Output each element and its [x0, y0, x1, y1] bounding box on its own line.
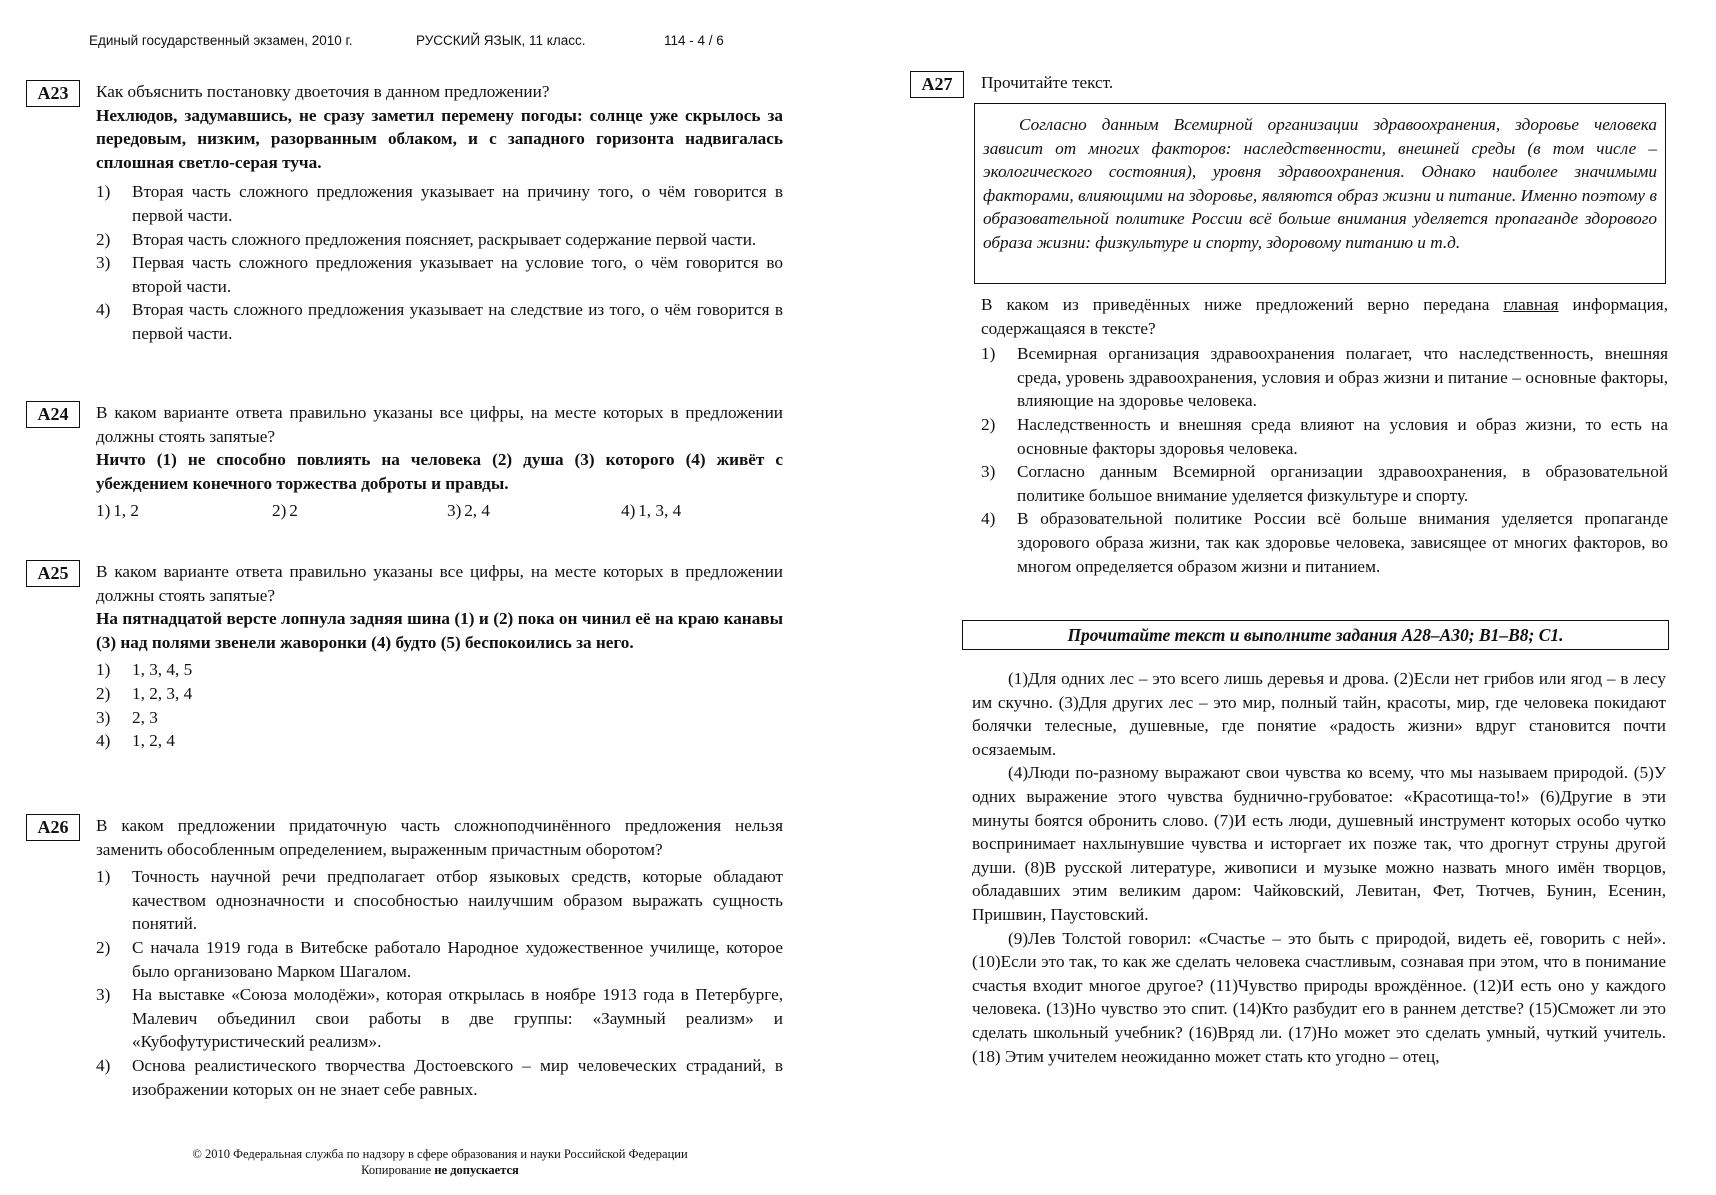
option-item[interactable] — [96, 499, 139, 523]
exam-title: Единый государственный экзамен, 2010 г. — [89, 33, 353, 48]
option-number: 1) — [96, 660, 111, 680]
option-text: 2, 4 — [464, 501, 490, 521]
option-text: 1, 2, 4 — [132, 731, 175, 751]
copy-notice-bold: не допускается — [434, 1163, 519, 1177]
copy-notice — [140, 1162, 740, 1178]
a23-question: Как объяснить постановку двоеточия в данном предложении? — [96, 82, 550, 101]
option-item[interactable] — [96, 706, 783, 730]
option-text: 1, 2, 3, 4 — [132, 683, 193, 703]
task-a23 — [96, 80, 783, 346]
option-number: 4) — [96, 300, 111, 320]
task-label-a23: А23 — [26, 80, 80, 107]
option-number: 2) — [96, 683, 111, 703]
option-text: Наследственность и внешняя среда влияют на условия и образ жизни, то есть на основные факторы здоровья человека. — [1017, 414, 1668, 458]
option-item[interactable] — [981, 342, 1668, 413]
option-number: 4) — [96, 1055, 111, 1075]
a24-question: В каком варианте ответа правильно указаны все цифры, на месте которых в предложении должны стоять запятые? — [96, 403, 783, 446]
option-text: Вторая часть сложного предложения указывает на причину того, о чём говорится в первой части. — [132, 182, 783, 225]
option-text: Всемирная организация здравоохранения полагает, что наследственность, внешняя среда, уровень здравоохранения, условия и образ жизни и питание – основные факторы, влияющие на здоровье человека. — [1017, 344, 1668, 411]
a23-sentence: Нехлюдов, задумавшись, не сразу заметил перемену погоды: солнце уже скрылось за передовым, низким, разорванным облаком, и с западного горизонта надвигалась сплошная светло-серая туча. — [96, 105, 783, 172]
a27-question-part: информация, содержащаяся в тексте? — [981, 295, 1668, 338]
subject-title: РУССКИЙ ЯЗЫК, 11 класс. — [416, 33, 586, 48]
option-text: 2, 3 — [132, 707, 158, 727]
option-item[interactable] — [96, 729, 783, 753]
reading-paragraph: (4)Люди по-разному выражают свои чувства ко всему, что мы называем природой. (5)У одних выражение этого чувства буднично-грубоватое: «Красотища-то!» (6)Другие в эти минуты боятся обронить слово. (7)И есть люди, душевный инструмент которых особо чутко воспринимает нахлынувшие чувства и исторгает их позже так, что дрогнут струны другой души. (8)В русской литературе, живописи и музыке можно назвать много имён творцов, обладавших этим великим даром: Чайковский, Левитан, Фет, Тютчев, Бунин, Есенин, Пришвин, Паустовский. — [972, 763, 1666, 924]
task-label-a27: А27 — [910, 71, 964, 98]
option-number: 3) — [96, 707, 111, 727]
option-item[interactable] — [96, 180, 783, 227]
option-text: Вторая часть сложного предложения поясняет, раскрывает содержание первой части. — [132, 229, 757, 249]
a24-sentence: Ничто (1) не способно повлиять на человека (2) душа (3) которого (4) живёт с убеждением конечного торжества доброты и правды. — [96, 450, 783, 493]
option-item[interactable] — [981, 413, 1668, 460]
reading-text — [972, 667, 1666, 1068]
a27-passage-box — [974, 103, 1666, 284]
option-text: Первая часть сложного предложения указывает на условие того, о чём говорится во второй части. — [132, 253, 783, 296]
page-footer — [140, 1146, 740, 1178]
option-text: Точность научной речи предполагает отбор языковых средств, которые обладают качеством однозначности и способностью наилучшим образом выражать сущность понятий. — [132, 867, 783, 934]
a27-question-underlined: главная — [1503, 295, 1559, 314]
a25-sentence: На пятнадцатой версте лопнула задняя шина (1) и (2) пока он чинил её на краю канавы (3) над полями звенели жаворонки (4) будто (5) беспокоились за него. — [96, 609, 783, 652]
a27-question — [981, 293, 1668, 340]
option-item[interactable] — [96, 682, 783, 706]
option-text: В образовательной политике России всё больше внимания уделяется пропаганде здорового образа жизни, так как здоровье человека, зависящее от многих факторов, во многом определяется образом жизни и питанием. — [1017, 509, 1668, 576]
option-text: 1, 3, 4, 5 — [132, 660, 193, 680]
option-item[interactable] — [96, 251, 783, 298]
a23-options — [96, 180, 783, 345]
section-banner: Прочитайте текст и выполните задания А28–А30; В1–В8; С1. — [962, 620, 1669, 650]
option-number: 4) — [621, 501, 636, 521]
option-item[interactable] — [621, 499, 682, 523]
option-number: 4) — [981, 509, 996, 529]
task-a27 — [981, 293, 1668, 578]
option-text: Согласно данным Всемирной организации здравоохранения, в образовательной политике большое внимание уделяется физкультуре и спорту. — [1017, 462, 1668, 505]
option-text: Основа реалистического творчества Достоевского – мир человеческих страданий, в изображении которых он не знает себе равных. — [132, 1055, 783, 1099]
option-text: Вторая часть сложного предложения указывает на следствие из того, о чём говорится в первой части. — [132, 300, 783, 343]
option-item[interactable] — [447, 499, 490, 523]
option-item[interactable] — [96, 936, 783, 983]
copy-notice-prefix: Копирование — [361, 1163, 435, 1177]
option-number: 3) — [447, 501, 462, 521]
a27-options — [981, 342, 1668, 578]
option-text: С начала 1919 года в Витебске работало Народное художественное училище, которое было организовано Марком Шагалом. — [132, 937, 783, 981]
page-number: 114 - 4 / 6 — [664, 33, 724, 48]
a27-question-part: В каком из приведённых ниже предложений верно передана — [981, 295, 1504, 314]
option-item[interactable] — [981, 507, 1668, 578]
option-item[interactable] — [96, 983, 783, 1054]
option-number: 4) — [96, 731, 111, 751]
option-number: 1) — [96, 501, 111, 521]
reading-paragraph: (1)Для одних лес – это всего лишь деревья и дрова. (2)Если нет грибов или ягод – в лесу им скучно. (3)Для других лес – это мир, полный тайн, красоты, мир, где человека покидают болячки телесные, душевные, где понятие «радость жизни» вдруг становится почти осязаемым. — [972, 669, 1666, 759]
copyright-text: © 2010 Федеральная служба по надзору в сфере образования и науки Российской Федерации — [192, 1147, 688, 1161]
option-number: 1) — [96, 867, 111, 887]
option-text: 2 — [289, 501, 298, 521]
option-number: 3) — [981, 462, 996, 482]
a27-passage: Согласно данным Всемирной организации здравоохранения, здоровье человека зависит от многих факторов: наследственности, внешней среды (в том числе – экологического состояния), уровня здравоохранения. Однако наиболее значимыми факторами, влияющими на здоровье, являются образ жизни и питание. Именно поэтому в образовательной политике России всё больше внимания уделяется пропаганде здорового образа жизни: физкультуре и спорту, здоровому питанию и т.д. — [983, 115, 1657, 252]
option-number: 1) — [981, 344, 996, 364]
reading-paragraph: (9)Лев Толстой говорил: «Счастье – это быть с природой, видеть её, говорить с ней». (10)Если это так, то как же сделать человека счастливым, сознавая при этом, что в понимание счастья входит многое другое? (11)Чувство природы врождённое. (12)И есть оно у каждого человека. (13)Но чувство это спит. (14)Кто разбудит его в раннем детстве? (15)Сможет ли это сделать школьный учебник? (16)Вряд ли. (17)Но может это сделать умный, чуткий учитель. (18) Этим учителем неожиданно может стать кто угодно – отец, — [972, 928, 1666, 1066]
task-a24 — [96, 401, 783, 529]
task-label-a26: А26 — [26, 814, 80, 841]
option-number: 3) — [96, 253, 111, 273]
option-number: 2) — [96, 229, 111, 249]
task-label-a24: А24 — [26, 401, 80, 428]
a26-options — [96, 865, 783, 1101]
option-number: 2) — [981, 414, 996, 434]
a25-question: В каком варианте ответа правильно указаны все цифры, на месте которых в предложении должны стоять запятые? — [96, 562, 783, 605]
task-label-a25: А25 — [26, 560, 80, 587]
option-text: На выставке «Союза молодёжи», которая открылась в ноябре 1913 года в Петербурге, Малевич объединил свои работы в две группы: «Заумный реализм» и «Кубофутуристический реализм». — [132, 985, 783, 1052]
option-item[interactable] — [96, 658, 783, 682]
option-number: 2) — [96, 937, 111, 957]
option-text: 1, 2 — [113, 501, 139, 521]
option-number: 3) — [96, 985, 111, 1005]
option-number: 2) — [272, 501, 287, 521]
task-a26 — [96, 814, 783, 1101]
a25-options — [96, 658, 783, 752]
a26-question: В каком предложении придаточную часть сложноподчинённого предложения нельзя заменить обособленным определением, выраженным причастным оборотом? — [96, 816, 783, 859]
a24-options — [96, 499, 783, 529]
option-item[interactable] — [96, 228, 783, 252]
option-item[interactable] — [96, 865, 783, 936]
option-item[interactable] — [96, 298, 783, 345]
task-a25 — [96, 560, 783, 753]
option-item[interactable] — [981, 460, 1668, 507]
option-item[interactable] — [96, 1054, 783, 1101]
option-text: 1, 3, 4 — [638, 501, 682, 521]
option-number: 1) — [96, 182, 111, 202]
a27-instruction: Прочитайте текст. — [981, 73, 1114, 92]
option-item[interactable] — [272, 499, 298, 523]
